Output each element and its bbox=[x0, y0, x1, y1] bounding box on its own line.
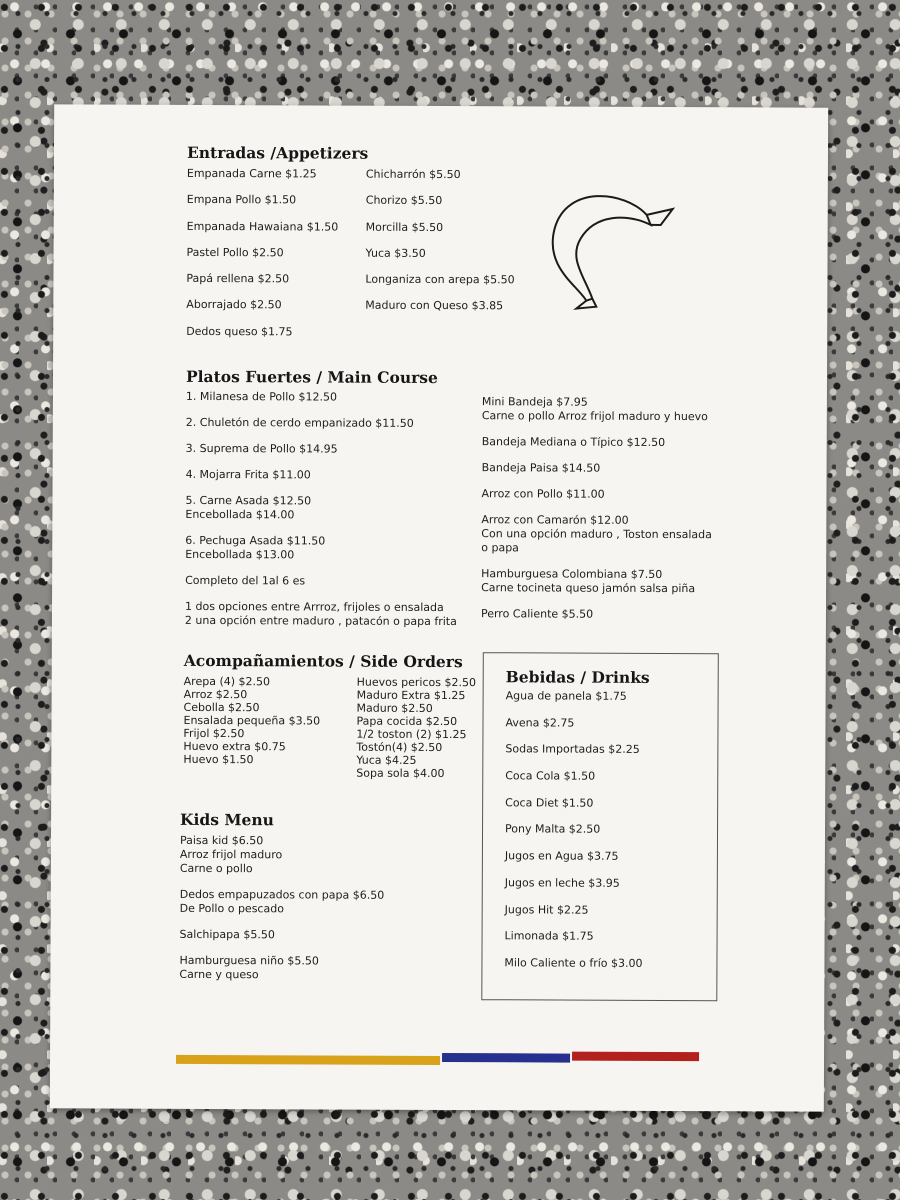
side-order-item: Arroz $2.50 bbox=[183, 687, 248, 702]
main-course-item-line: Bandeja Mediana o Típico $12.50 bbox=[481, 435, 666, 449]
appetizer-item: Pastel Pollo $2.50 bbox=[186, 245, 284, 260]
side-order-item: Maduro $2.50 bbox=[356, 701, 433, 715]
main-course-item bbox=[185, 600, 457, 629]
side-order-item: Frijol $2.50 bbox=[183, 726, 245, 741]
drink-item: Sodas Importadas $2.25 bbox=[505, 742, 640, 757]
appetizer-item: Maduro con Queso $3.85 bbox=[365, 299, 504, 313]
main-course-item bbox=[186, 390, 458, 405]
side-order-item: 1/2 toston (2) $1.25 bbox=[356, 727, 467, 742]
kids-menu-item-line: Carne y queso bbox=[179, 967, 259, 982]
main-course-item-line: 2. Chuletón de cerdo empanizado $11.50 bbox=[185, 415, 414, 430]
side-order-item: Huevo extra $0.75 bbox=[183, 739, 286, 754]
appetizer-item: Chicharrón $5.50 bbox=[365, 167, 461, 182]
main-course-item bbox=[185, 494, 457, 523]
main-course-right-list bbox=[481, 395, 713, 634]
main-course-item-line: 6. Pechuga Asada $11.50 bbox=[185, 533, 326, 548]
side-order-item: Arepa (4) $2.50 bbox=[183, 674, 271, 689]
main-course-item-line: 4. Mojarra Frita $11.00 bbox=[185, 467, 311, 482]
kids-menu-item-line: Paisa kid $6.50 bbox=[179, 833, 264, 848]
drink-item: Agua de panela $1.75 bbox=[505, 689, 627, 703]
main-course-item-line: Arroz con Camarón $12.00 bbox=[481, 513, 629, 527]
main-course-item-line: Arroz con Pollo $11.00 bbox=[481, 487, 605, 501]
appetizer-item: Empanada Hawaiana $1.50 bbox=[186, 219, 339, 234]
kids-menu-item-line: Arroz frijol maduro bbox=[179, 847, 283, 862]
kids-menu-item bbox=[180, 928, 385, 943]
main-course-item-line: Con una opción maduro , Toston ensalada bbox=[481, 527, 712, 542]
main-course-item bbox=[186, 416, 458, 431]
flag-bar-yellow bbox=[176, 1055, 440, 1065]
drink-item: Limonada $1.75 bbox=[504, 929, 594, 943]
side-order-item: Papa cocida $2.50 bbox=[356, 714, 458, 729]
appetizer-item: Longaniza con arepa $5.50 bbox=[365, 272, 515, 287]
kids-menu-item-line: Hamburguesa niño $5.50 bbox=[179, 953, 319, 968]
kids-menu-item bbox=[180, 888, 385, 917]
main-course-item bbox=[482, 395, 713, 424]
appetizer-item: Chorizo $5.50 bbox=[365, 193, 443, 208]
main-course-title: Platos Fuertes / Main Course bbox=[185, 366, 438, 387]
flag-bar-blue bbox=[442, 1053, 570, 1063]
drink-item: Coca Cola $1.50 bbox=[505, 769, 596, 783]
side-order-item: Tostón(4) $2.50 bbox=[356, 740, 443, 755]
drink-item: Pony Malta $2.50 bbox=[505, 822, 601, 837]
main-course-item-line: 2 una opción entre maduro , patacón o papa frita bbox=[184, 613, 457, 629]
drink-item: Avena $2.75 bbox=[505, 715, 575, 730]
appetizer-item: Yuca $3.50 bbox=[365, 246, 426, 260]
appetizer-item: Aborrajado $2.50 bbox=[186, 298, 282, 312]
main-course-item-line: 1. Milanesa de Pollo $12.50 bbox=[185, 389, 338, 404]
kids-menu-item-line: Dedos empapuzados con papa $6.50 bbox=[179, 887, 385, 902]
main-course-item bbox=[186, 442, 458, 457]
main-course-item bbox=[481, 567, 712, 596]
menu-sheet bbox=[50, 104, 828, 1111]
main-course-item-line: Encebollada $13.00 bbox=[185, 547, 295, 562]
main-course-item bbox=[481, 487, 712, 502]
main-course-item-line: Completo del 1al 6 es bbox=[185, 573, 306, 588]
main-course-item-line: 5. Carne Asada $12.50 bbox=[185, 493, 312, 508]
main-course-item bbox=[185, 534, 457, 563]
main-course-item-line: Perro Caliente $5.50 bbox=[480, 607, 594, 621]
main-course-item-line: 3. Suprema de Pollo $14.95 bbox=[185, 441, 338, 456]
main-course-item bbox=[482, 461, 713, 476]
kids-menu-item bbox=[179, 954, 384, 983]
drink-item: Jugos en Agua $3.75 bbox=[504, 849, 619, 863]
drinks-list bbox=[504, 689, 643, 983]
appetizers-title: Entradas /Appetizers bbox=[186, 142, 369, 163]
main-course-item-line: Encebollada $14.00 bbox=[185, 507, 295, 522]
main-course-item-line: o papa bbox=[481, 541, 519, 555]
main-course-item bbox=[481, 607, 712, 622]
appetizer-item: Dedos queso $1.75 bbox=[186, 324, 293, 339]
chorizo-sausage-icon bbox=[546, 188, 687, 319]
appetizer-item: Morcilla $5.50 bbox=[365, 220, 444, 234]
main-course-item-line: Mini Bandeja $7.95 bbox=[481, 395, 588, 409]
drinks-title: Bebidas / Drinks bbox=[505, 667, 650, 687]
side-order-item: Huevos pericos $2.50 bbox=[356, 675, 477, 690]
drink-item: Jugos Hit $2.25 bbox=[504, 902, 589, 917]
side-order-item: Ensalada pequeña $3.50 bbox=[183, 713, 321, 728]
appetizers-left-list bbox=[186, 167, 338, 352]
main-course-item-line: 1 dos opciones entre Arrroz, frijoles o ensalada bbox=[184, 599, 444, 615]
side-order-item: Sopa sola $4.00 bbox=[356, 766, 445, 781]
kids-menu-title: Kids Menu bbox=[180, 809, 275, 830]
main-course-item-line: Carne o pollo Arroz frijol maduro y huevo bbox=[481, 409, 708, 424]
main-course-item-line: Hamburguesa Colombiana $7.50 bbox=[481, 567, 663, 581]
side-order-item: Yuca $4.25 bbox=[356, 753, 417, 767]
side-orders-right-list bbox=[356, 676, 476, 781]
main-course-left-list bbox=[185, 390, 458, 641]
kids-menu-item-line: Carne o pollo bbox=[179, 861, 253, 876]
main-course-item-line: Carne tocineta queso jamón salsa piña bbox=[481, 581, 696, 596]
appetizer-item: Empanada Carne $1.25 bbox=[186, 166, 317, 181]
drinks-box bbox=[481, 652, 719, 1001]
main-course-item bbox=[186, 468, 458, 483]
main-course-item-line: Bandeja Paisa $14.50 bbox=[481, 461, 601, 475]
main-course-item bbox=[185, 574, 457, 589]
kids-menu-item bbox=[180, 834, 385, 877]
kids-menu-list bbox=[179, 834, 384, 995]
drink-item: Milo Caliente o frío $3.00 bbox=[504, 956, 643, 970]
side-orders-title: Acompañamientos / Side Orders bbox=[183, 650, 463, 672]
drink-item: Coca Diet $1.50 bbox=[505, 796, 594, 810]
side-order-item: Huevo $1.50 bbox=[183, 752, 254, 767]
appetizer-item: Empana Pollo $1.50 bbox=[186, 193, 297, 207]
main-course-item bbox=[481, 513, 712, 556]
side-order-item: Maduro Extra $1.25 bbox=[356, 688, 466, 703]
kids-menu-item-line: De Pollo o pescado bbox=[179, 901, 284, 916]
side-orders-left-list bbox=[183, 675, 320, 767]
appetizers-right-list bbox=[365, 168, 515, 326]
appetizer-item: Papá rellena $2.50 bbox=[186, 272, 290, 286]
drink-item: Jugos en leche $3.95 bbox=[504, 876, 620, 890]
side-order-item: Cebolla $2.50 bbox=[183, 700, 260, 715]
flag-bar-red bbox=[572, 1052, 699, 1062]
main-course-item bbox=[482, 435, 713, 450]
kids-menu-item-line: Salchipapa $5.50 bbox=[179, 927, 275, 942]
